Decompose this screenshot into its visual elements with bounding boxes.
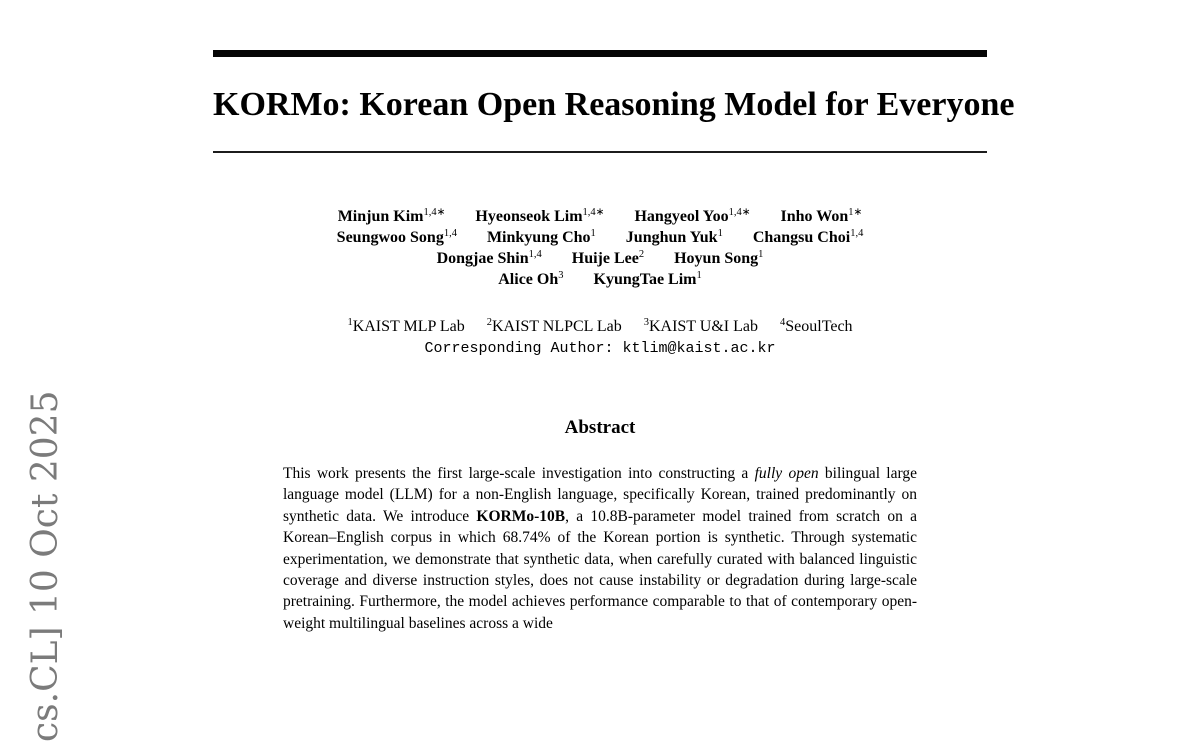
author-name — [634, 208, 750, 225]
affiliation-item — [347, 318, 464, 335]
corresponding-author-line: Corresponding Author: ktlim@kaist.ac.kr — [424, 340, 776, 357]
abstract-segment-bold: KORMo-10B — [476, 507, 566, 525]
author-name-text: Minjun Kim — [337, 208, 424, 225]
affiliation-sup: 3 — [643, 317, 649, 328]
author-name-text: Junghun Yuk — [625, 229, 718, 246]
affiliation-item — [487, 318, 622, 335]
author-name-text: KyungTae Lim — [593, 271, 697, 288]
author-name-text: Hangyeol Yoo — [634, 208, 729, 225]
author-name — [626, 229, 723, 246]
author-name — [674, 250, 763, 267]
abstract-segment: This work presents the first large-scale investigation into constructing a — [283, 465, 755, 482]
affiliation-block — [213, 316, 987, 337]
arxiv-watermark: cs.CL] 10 Oct 2025 — [25, 390, 66, 742]
author-affiliation-sup: 1,4∗ — [582, 207, 605, 218]
author-name — [338, 208, 446, 225]
affiliation-label: SeoulTech — [785, 318, 853, 335]
affiliation-sup: 1 — [347, 317, 353, 328]
author-affiliation-sup: 1 — [717, 228, 723, 239]
author-name — [594, 271, 702, 288]
abstract-segment-italic: fully open — [754, 465, 819, 482]
author-name-text: Dongjae Shin — [436, 250, 529, 267]
author-row — [213, 248, 987, 269]
author-name-text: Hyeonseok Lim — [475, 208, 583, 225]
author-name-text: Hoyun Song — [674, 250, 759, 267]
title-rule-top — [213, 50, 987, 57]
author-name — [781, 208, 863, 225]
author-name-text: Seungwoo Song — [336, 229, 444, 246]
author-name — [337, 229, 457, 246]
affiliation-label: KAIST U&I Lab — [648, 318, 758, 335]
abstract-heading: Abstract — [564, 417, 636, 438]
author-name — [475, 208, 604, 225]
author-affiliation-sup: 3 — [558, 270, 564, 281]
author-affiliation-sup: 1,4 — [528, 249, 542, 260]
author-name-text: Inho Won — [780, 208, 849, 225]
author-name — [487, 229, 596, 246]
author-affiliation-sup: 1,4∗ — [728, 207, 751, 218]
paper-page — [213, 50, 1015, 634]
title-rule-bottom — [213, 151, 987, 153]
author-name-text: Alice Oh — [498, 271, 559, 288]
author-name-text: Minkyung Cho — [486, 229, 591, 246]
author-affiliation-sup: 1,4 — [443, 228, 457, 239]
author-affiliation-sup: 1,4 — [850, 228, 864, 239]
affiliation-label: KAIST NLPCL Lab — [491, 318, 622, 335]
abstract-segment: bilingual large language model (LLM) for a non-English language, specifically Korean, trained predominantly on synthetic data. We introduce — [283, 465, 917, 525]
affiliation-item — [644, 318, 758, 335]
author-row — [213, 206, 987, 227]
author-affiliation-sup: 1,4∗ — [423, 207, 446, 218]
author-affiliation-sup: 1 — [696, 270, 702, 281]
affiliation-label: KAIST MLP Lab — [352, 318, 465, 335]
author-affiliation-sup: 1 — [590, 228, 596, 239]
author-name — [498, 271, 563, 288]
author-name-text: Changsu Choi — [752, 229, 851, 246]
affiliation-sup: 2 — [486, 317, 492, 328]
author-affiliation-sup: 2 — [638, 249, 645, 260]
affiliation-item — [780, 318, 853, 335]
paper-title: KORMo: Korean Open Reasoning Model for Everyone — [213, 86, 1015, 123]
affiliation-sup: 4 — [780, 317, 786, 328]
author-name — [572, 250, 644, 267]
author-row — [213, 227, 987, 248]
abstract-segment: , a 10.8B-parameter model trained from scratch on a Korean–English corpus in which 68.74% of the Korean portion is synthetic. Through systematic experimentation, we demonstrate that synthetic data, when carefully curated with balanced linguistic coverage and diverse instruction styles, does not cause instability or degradation during large-scale pretraining. Furthermore, the model achieves performance comparable to that of contemporary open-weight multilingual baselines across a wide — [283, 507, 917, 632]
author-row — [213, 269, 987, 290]
author-name — [437, 250, 542, 267]
author-name — [753, 229, 864, 246]
author-block — [213, 206, 987, 290]
abstract-text — [283, 463, 917, 634]
author-name-text: Huije Lee — [571, 250, 639, 267]
author-affiliation-sup: 1∗ — [848, 207, 863, 218]
author-affiliation-sup: 1 — [758, 249, 764, 260]
